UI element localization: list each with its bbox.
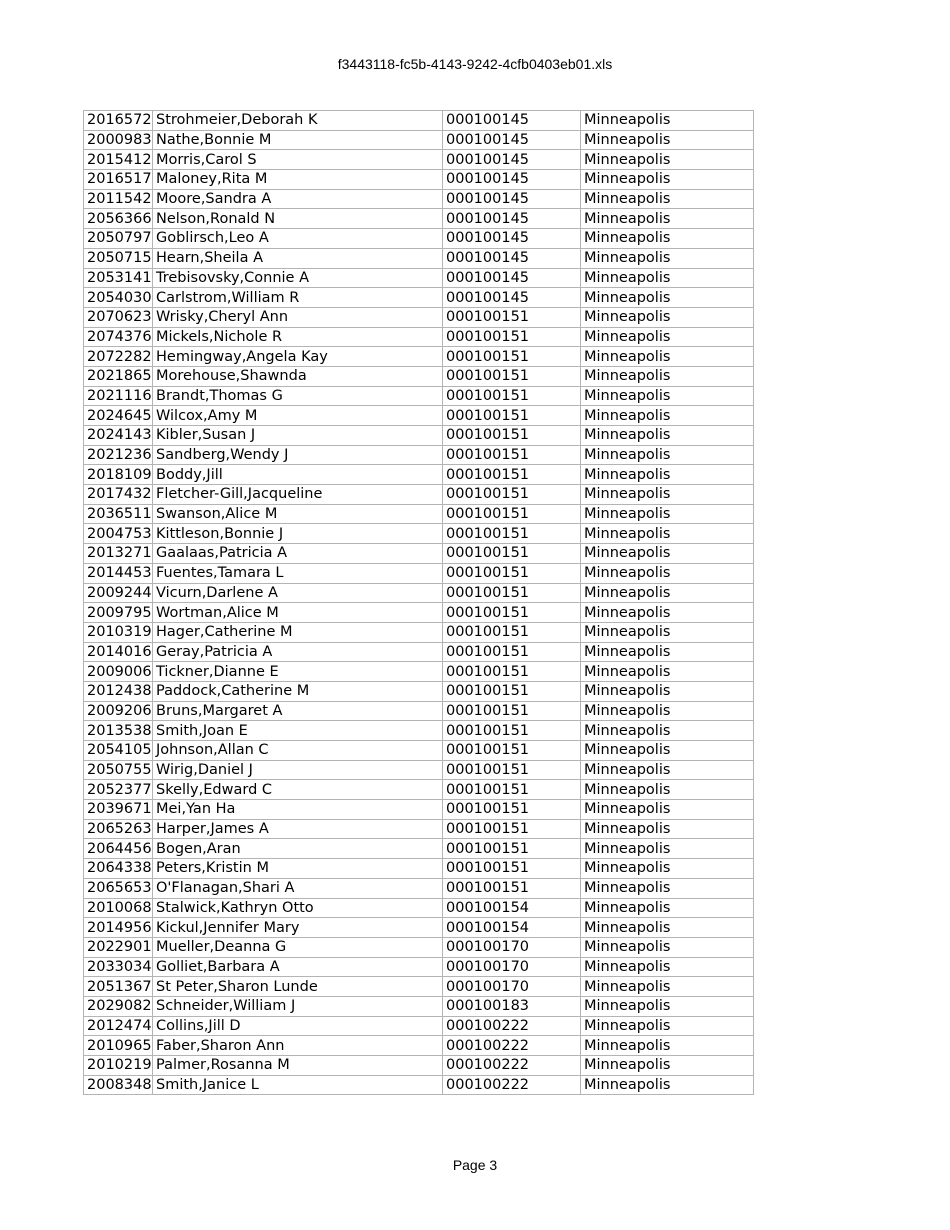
employee-id-cell: 2011542 <box>84 189 153 209</box>
employee-name-cell: Wirig,Daniel J <box>153 760 443 780</box>
code-cell: 000100151 <box>443 859 581 879</box>
employee-name-cell: Golliet,Barbara A <box>153 957 443 977</box>
page-number: Page 3 <box>452 1157 498 1173</box>
city-cell: Minneapolis <box>581 701 754 721</box>
employee-name-cell: Hager,Catherine M <box>153 622 443 642</box>
city-cell: Minneapolis <box>581 603 754 623</box>
table-row <box>84 465 754 485</box>
city-cell: Minneapolis <box>581 426 754 446</box>
employee-id-cell: 2024143 <box>84 426 153 446</box>
table-row <box>84 170 754 190</box>
code-cell: 000100145 <box>443 111 581 131</box>
city-cell: Minneapolis <box>581 760 754 780</box>
employee-id-cell: 2065263 <box>84 819 153 839</box>
city-cell: Minneapolis <box>581 642 754 662</box>
city-cell: Minneapolis <box>581 170 754 190</box>
table-row <box>84 662 754 682</box>
employee-name-cell: Skelly,Edward C <box>153 780 443 800</box>
code-cell: 000100145 <box>443 150 581 170</box>
employee-id-cell: 2053141 <box>84 268 153 288</box>
city-cell: Minneapolis <box>581 957 754 977</box>
employee-id-cell: 2072282 <box>84 347 153 367</box>
employee-name-cell: Mickels,Nichole R <box>153 327 443 347</box>
employee-id-cell: 2064338 <box>84 859 153 879</box>
code-cell: 000100151 <box>443 426 581 446</box>
employee-name-cell: Nathe,Bonnie M <box>153 130 443 150</box>
employee-id-cell: 2009795 <box>84 603 153 623</box>
employee-id-cell: 2021236 <box>84 445 153 465</box>
employee-name-cell: Smith,Janice L <box>153 1075 443 1095</box>
page-header-filename: f3443118-fc5b-4143-9242-4cfb0403eb01.xls <box>337 56 613 72</box>
table-row <box>84 859 754 879</box>
city-cell: Minneapolis <box>581 741 754 761</box>
employee-id-cell: 2021865 <box>84 366 153 386</box>
code-cell: 000100222 <box>443 1016 581 1036</box>
table-row <box>84 268 754 288</box>
table-row <box>84 130 754 150</box>
city-cell: Minneapolis <box>581 111 754 131</box>
employee-name-cell: Hearn,Sheila A <box>153 248 443 268</box>
employee-name-cell: Wortman,Alice M <box>153 603 443 623</box>
table-row <box>84 918 754 938</box>
city-cell: Minneapolis <box>581 327 754 347</box>
employee-id-cell: 2029082 <box>84 996 153 1016</box>
employee-id-cell: 2009244 <box>84 583 153 603</box>
employee-id-cell: 2050755 <box>84 760 153 780</box>
code-cell: 000100151 <box>443 445 581 465</box>
code-cell: 000100151 <box>443 563 581 583</box>
employee-id-cell: 2064456 <box>84 839 153 859</box>
table-row <box>84 426 754 446</box>
code-cell: 000100151 <box>443 406 581 426</box>
city-cell: Minneapolis <box>581 130 754 150</box>
employee-name-cell: Swanson,Alice M <box>153 504 443 524</box>
code-cell: 000100151 <box>443 524 581 544</box>
employee-name-cell: Wrisky,Cheryl Ann <box>153 307 443 327</box>
code-cell: 000100151 <box>443 780 581 800</box>
employee-id-cell: 2010219 <box>84 1056 153 1076</box>
city-cell: Minneapolis <box>581 485 754 505</box>
table-row <box>84 406 754 426</box>
code-cell: 000100151 <box>443 386 581 406</box>
city-cell: Minneapolis <box>581 839 754 859</box>
table-row <box>84 800 754 820</box>
city-cell: Minneapolis <box>581 996 754 1016</box>
table-row <box>84 1075 754 1095</box>
employee-id-cell: 2016517 <box>84 170 153 190</box>
employee-id-cell: 2009206 <box>84 701 153 721</box>
table-row <box>84 957 754 977</box>
table-row <box>84 327 754 347</box>
city-cell: Minneapolis <box>581 1036 754 1056</box>
code-cell: 000100145 <box>443 209 581 229</box>
code-cell: 000100151 <box>443 544 581 564</box>
code-cell: 000100170 <box>443 937 581 957</box>
table-row <box>84 878 754 898</box>
code-cell: 000100151 <box>443 347 581 367</box>
employee-id-cell: 2015412 <box>84 150 153 170</box>
employee-name-cell: Morris,Carol S <box>153 150 443 170</box>
code-cell: 000100145 <box>443 170 581 190</box>
code-cell: 000100151 <box>443 741 581 761</box>
table-row <box>84 701 754 721</box>
city-cell: Minneapolis <box>581 937 754 957</box>
city-cell: Minneapolis <box>581 347 754 367</box>
code-cell: 000100145 <box>443 130 581 150</box>
city-cell: Minneapolis <box>581 544 754 564</box>
employee-name-cell: Geray,Patricia A <box>153 642 443 662</box>
city-cell: Minneapolis <box>581 878 754 898</box>
employee-id-cell: 2065653 <box>84 878 153 898</box>
city-cell: Minneapolis <box>581 386 754 406</box>
city-cell: Minneapolis <box>581 898 754 918</box>
table-row <box>84 189 754 209</box>
code-cell: 000100151 <box>443 760 581 780</box>
code-cell: 000100222 <box>443 1056 581 1076</box>
employee-id-cell: 2010319 <box>84 622 153 642</box>
employee-name-cell: Morehouse,Shawnda <box>153 366 443 386</box>
city-cell: Minneapolis <box>581 504 754 524</box>
city-cell: Minneapolis <box>581 1056 754 1076</box>
employee-name-cell: Palmer,Rosanna M <box>153 1056 443 1076</box>
employee-id-cell: 2017432 <box>84 485 153 505</box>
city-cell: Minneapolis <box>581 524 754 544</box>
code-cell: 000100151 <box>443 366 581 386</box>
employee-name-cell: Maloney,Rita M <box>153 170 443 190</box>
code-cell: 000100145 <box>443 288 581 308</box>
employee-id-cell: 2056366 <box>84 209 153 229</box>
employee-name-cell: Fuentes,Tamara L <box>153 563 443 583</box>
employee-id-cell: 2014956 <box>84 918 153 938</box>
city-cell: Minneapolis <box>581 977 754 997</box>
code-cell: 000100151 <box>443 839 581 859</box>
employee-id-cell: 2016572 <box>84 111 153 131</box>
table-row <box>84 248 754 268</box>
table-row <box>84 111 754 131</box>
employee-name-cell: Harper,James A <box>153 819 443 839</box>
table-row <box>84 1036 754 1056</box>
code-cell: 000100145 <box>443 248 581 268</box>
table-row <box>84 937 754 957</box>
code-cell: 000100170 <box>443 957 581 977</box>
city-cell: Minneapolis <box>581 150 754 170</box>
employee-id-cell: 2010965 <box>84 1036 153 1056</box>
table-row <box>84 209 754 229</box>
table-row <box>84 150 754 170</box>
employee-name-cell: Nelson,Ronald N <box>153 209 443 229</box>
table-row <box>84 445 754 465</box>
employee-id-cell: 2000983 <box>84 130 153 150</box>
employee-name-cell: Sandberg,Wendy J <box>153 445 443 465</box>
code-cell: 000100145 <box>443 189 581 209</box>
code-cell: 000100170 <box>443 977 581 997</box>
table-row <box>84 366 754 386</box>
code-cell: 000100145 <box>443 229 581 249</box>
city-cell: Minneapolis <box>581 209 754 229</box>
code-cell: 000100151 <box>443 800 581 820</box>
employee-name-cell: Bogen,Aran <box>153 839 443 859</box>
city-cell: Minneapolis <box>581 681 754 701</box>
employee-name-cell: Moore,Sandra A <box>153 189 443 209</box>
code-cell: 000100151 <box>443 819 581 839</box>
employee-id-cell: 2013271 <box>84 544 153 564</box>
employee-name-cell: Fletcher-Gill,Jacqueline <box>153 485 443 505</box>
employee-name-cell: Carlstrom,William R <box>153 288 443 308</box>
city-cell: Minneapolis <box>581 406 754 426</box>
city-cell: Minneapolis <box>581 563 754 583</box>
code-cell: 000100183 <box>443 996 581 1016</box>
city-cell: Minneapolis <box>581 918 754 938</box>
employee-name-cell: Vicurn,Darlene A <box>153 583 443 603</box>
city-cell: Minneapolis <box>581 307 754 327</box>
employee-name-cell: Schneider,William J <box>153 996 443 1016</box>
employee-id-cell: 2050715 <box>84 248 153 268</box>
employee-id-cell: 2012474 <box>84 1016 153 1036</box>
table-row <box>84 721 754 741</box>
table-row <box>84 504 754 524</box>
employee-name-cell: Bruns,Margaret A <box>153 701 443 721</box>
code-cell: 000100151 <box>443 662 581 682</box>
employee-name-cell: Mei,Yan Ha <box>153 800 443 820</box>
employee-name-cell: Trebisovsky,Connie A <box>153 268 443 288</box>
employee-name-cell: Goblirsch,Leo A <box>153 229 443 249</box>
employee-id-cell: 2074376 <box>84 327 153 347</box>
employee-id-cell: 2022901 <box>84 937 153 957</box>
employee-id-cell: 2024645 <box>84 406 153 426</box>
city-cell: Minneapolis <box>581 1016 754 1036</box>
employee-id-cell: 2004753 <box>84 524 153 544</box>
table-row <box>84 307 754 327</box>
table-row <box>84 622 754 642</box>
code-cell: 000100151 <box>443 721 581 741</box>
table-row <box>84 681 754 701</box>
employee-id-cell: 2036511 <box>84 504 153 524</box>
employee-name-cell: O'Flanagan,Shari A <box>153 878 443 898</box>
table-row <box>84 977 754 997</box>
employee-id-cell: 2014016 <box>84 642 153 662</box>
city-cell: Minneapolis <box>581 288 754 308</box>
city-cell: Minneapolis <box>581 662 754 682</box>
employee-name-cell: Gaalaas,Patricia A <box>153 544 443 564</box>
code-cell: 000100151 <box>443 701 581 721</box>
employee-id-cell: 2012438 <box>84 681 153 701</box>
city-cell: Minneapolis <box>581 800 754 820</box>
city-cell: Minneapolis <box>581 445 754 465</box>
code-cell: 000100151 <box>443 878 581 898</box>
table-row <box>84 1016 754 1036</box>
employee-name-cell: Hemingway,Angela Kay <box>153 347 443 367</box>
code-cell: 000100151 <box>443 603 581 623</box>
employee-id-cell: 2010068 <box>84 898 153 918</box>
city-cell: Minneapolis <box>581 583 754 603</box>
employee-id-cell: 2070623 <box>84 307 153 327</box>
code-cell: 000100151 <box>443 485 581 505</box>
table-row <box>84 898 754 918</box>
code-cell: 000100151 <box>443 642 581 662</box>
employee-name-cell: Johnson,Allan C <box>153 741 443 761</box>
code-cell: 000100151 <box>443 307 581 327</box>
table-row <box>84 780 754 800</box>
employee-name-cell: Faber,Sharon Ann <box>153 1036 443 1056</box>
employee-id-cell: 2050797 <box>84 229 153 249</box>
employee-id-cell: 2008348 <box>84 1075 153 1095</box>
city-cell: Minneapolis <box>581 859 754 879</box>
employee-name-cell: Kittleson,Bonnie J <box>153 524 443 544</box>
employee-name-cell: Strohmeier,Deborah K <box>153 111 443 131</box>
employee-name-cell: Peters,Kristin M <box>153 859 443 879</box>
employee-id-cell: 2009006 <box>84 662 153 682</box>
table-row <box>84 741 754 761</box>
table-row <box>84 524 754 544</box>
table-row <box>84 839 754 859</box>
employee-id-cell: 2033034 <box>84 957 153 977</box>
employee-name-cell: Mueller,Deanna G <box>153 937 443 957</box>
city-cell: Minneapolis <box>581 366 754 386</box>
code-cell: 000100151 <box>443 504 581 524</box>
city-cell: Minneapolis <box>581 248 754 268</box>
employee-name-cell: Wilcox,Amy M <box>153 406 443 426</box>
code-cell: 000100151 <box>443 622 581 642</box>
code-cell: 000100154 <box>443 898 581 918</box>
table-row <box>84 760 754 780</box>
employee-name-cell: Boddy,Jill <box>153 465 443 485</box>
table-row <box>84 563 754 583</box>
table-row <box>84 386 754 406</box>
city-cell: Minneapolis <box>581 622 754 642</box>
code-cell: 000100154 <box>443 918 581 938</box>
table-row <box>84 642 754 662</box>
employee-id-cell: 2051367 <box>84 977 153 997</box>
employee-name-cell: St Peter,Sharon Lunde <box>153 977 443 997</box>
table-row <box>84 1056 754 1076</box>
employee-name-cell: Kibler,Susan J <box>153 426 443 446</box>
code-cell: 000100151 <box>443 681 581 701</box>
table-row <box>84 544 754 564</box>
employee-id-cell: 2054030 <box>84 288 153 308</box>
employee-name-cell: Kickul,Jennifer Mary <box>153 918 443 938</box>
employee-name-cell: Stalwick,Kathryn Otto <box>153 898 443 918</box>
table-row <box>84 583 754 603</box>
city-cell: Minneapolis <box>581 189 754 209</box>
code-cell: 000100145 <box>443 268 581 288</box>
table-row <box>84 603 754 623</box>
spreadsheet-body <box>84 111 754 1095</box>
employee-name-cell: Tickner,Dianne E <box>153 662 443 682</box>
city-cell: Minneapolis <box>581 819 754 839</box>
employee-name-cell: Smith,Joan E <box>153 721 443 741</box>
employee-id-cell: 2018109 <box>84 465 153 485</box>
code-cell: 000100222 <box>443 1036 581 1056</box>
code-cell: 000100151 <box>443 583 581 603</box>
employee-name-cell: Collins,Jill D <box>153 1016 443 1036</box>
table-row <box>84 996 754 1016</box>
employee-id-cell: 2013538 <box>84 721 153 741</box>
table-row <box>84 229 754 249</box>
code-cell: 000100151 <box>443 465 581 485</box>
employee-id-cell: 2052377 <box>84 780 153 800</box>
table-row <box>84 288 754 308</box>
employee-id-cell: 2021116 <box>84 386 153 406</box>
city-cell: Minneapolis <box>581 268 754 288</box>
spreadsheet-table <box>83 110 754 1095</box>
employee-id-cell: 2039671 <box>84 800 153 820</box>
city-cell: Minneapolis <box>581 721 754 741</box>
code-cell: 000100151 <box>443 327 581 347</box>
employee-name-cell: Paddock,Catherine M <box>153 681 443 701</box>
city-cell: Minneapolis <box>581 1075 754 1095</box>
employee-id-cell: 2014453 <box>84 563 153 583</box>
city-cell: Minneapolis <box>581 780 754 800</box>
employee-id-cell: 2054105 <box>84 741 153 761</box>
table-row <box>84 485 754 505</box>
employee-name-cell: Brandt,Thomas G <box>153 386 443 406</box>
city-cell: Minneapolis <box>581 465 754 485</box>
table-row <box>84 819 754 839</box>
city-cell: Minneapolis <box>581 229 754 249</box>
code-cell: 000100222 <box>443 1075 581 1095</box>
table-row <box>84 347 754 367</box>
